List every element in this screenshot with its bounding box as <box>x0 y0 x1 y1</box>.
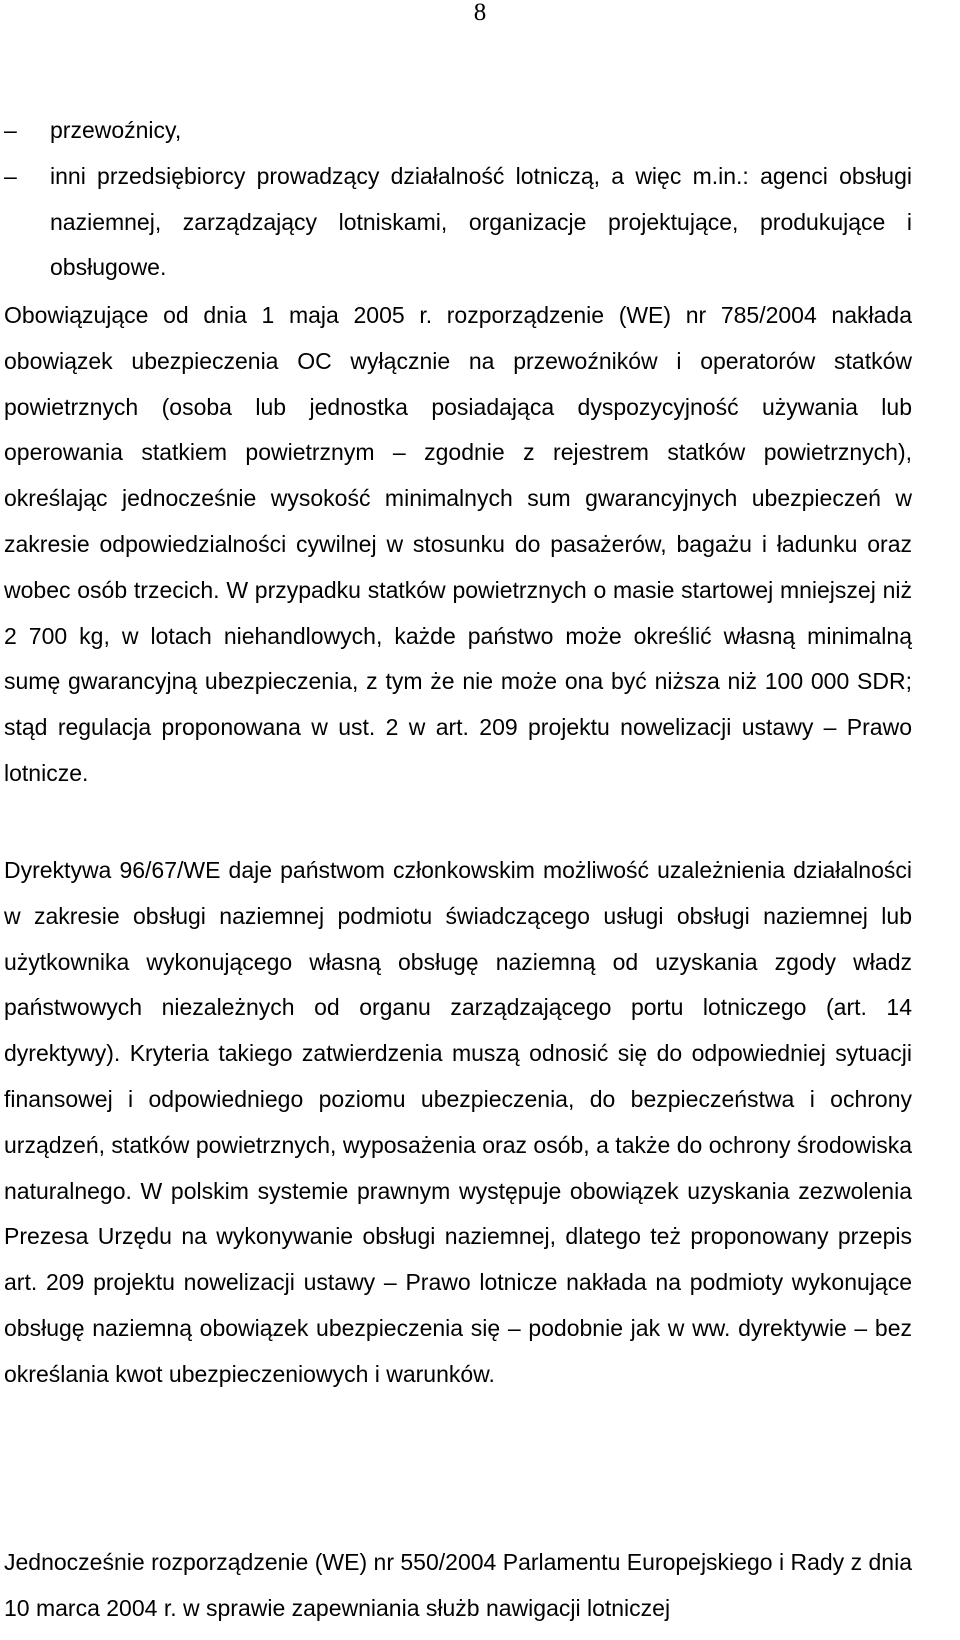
list-item-text: przewoźnicy, <box>50 117 182 143</box>
dash-list <box>4 108 912 291</box>
list-item <box>4 154 912 291</box>
list-item <box>4 108 912 154</box>
page-number: 8 <box>473 0 487 26</box>
paragraph-regulation-550: Jednocześnie rozporządzenie (WE) nr 550/2004 Parlamentu Europejskiego i Rady z dnia 10 marca 2004 r. w sprawie zapewniania służb nawigacji lotniczej <box>4 1549 912 1621</box>
paragraph-regulation-785: Obowiązujące od dnia 1 maja 2005 r. rozporządzenie (WE) nr 785/2004 nakłada obowiązek ubezpieczenia OC wyłącznie na przewoźników i operatorów statków powietrznych (osoba lub jednostka posiadająca dyspozycyjność używania lub operowania statkiem powietrznym – zgodnie z rejestrem statków powietrznych), określając jednocześnie wysokość minimalnych sum gwarancyjnych ubezpieczeń w zakresie odpowiedzialności cywilnej w stosunku do pasażerów, bagażu i ładunku oraz wobec osób trzecich. W przypadku statków powietrznych o masie startowej mniejszej niż 2 700 kg, w lotach niehandlowych, każde państwo może określić własną minimalną sumę gwarancyjną ubezpieczenia, z tym że nie może ona być niższa niż 100 000 SDR; stąd regulacja proponowana w ust. 2 w art. 209 projektu nowelizacji ustawy – Prawo lotnicze. <box>4 302 912 786</box>
dash-bullet: – <box>4 117 17 143</box>
list-item-text: inni przedsiębiorcy prowadzący działalność lotniczą, a więc m.in.: agenci obsługi naziemnej, zarządzający lotniskami, organizacje projektujące, produkujące i obsługowe. <box>50 162 912 281</box>
paragraph-directive-96-67: Dyrektywa 96/67/WE daje państwom członkowskim możliwość uzależnienia działalności w zakresie obsługi naziemnej podmiotu świadczącego usługi obsługi naziemnej lub użytkownika wykonującego własną obsługę naziemną od uzyskania zgody władz państwowych niezależnych od organu zarządzającego portu lotniczego (art. 14 dyrektywy). Kryteria takiego zatwierdzenia muszą odnosić się do odpowiedniej sytuacji finansowej i odpowiedniego poziomu ubezpieczenia, do bezpieczeństwa i ochrony urządzeń, statków powietrznych, wyposażenia oraz osób, a także do ochrony środowiska naturalnego. W polskim systemie prawnym występuje obowiązek uzyskania zezwolenia Prezesa Urzędu na wykonywanie obsługi naziemnej, dlatego też proponowany przepis art. 209 projektu nowelizacji ustawy – Prawo lotnicze nakłada na podmioty wykonujące obsługę naziemną obowiązek ubezpieczenia się – podobnie jak w ww. dyrektywie – bez określania kwot ubezpieczeniowych i warunków. <box>4 857 912 1387</box>
dash-bullet: – <box>4 162 17 189</box>
